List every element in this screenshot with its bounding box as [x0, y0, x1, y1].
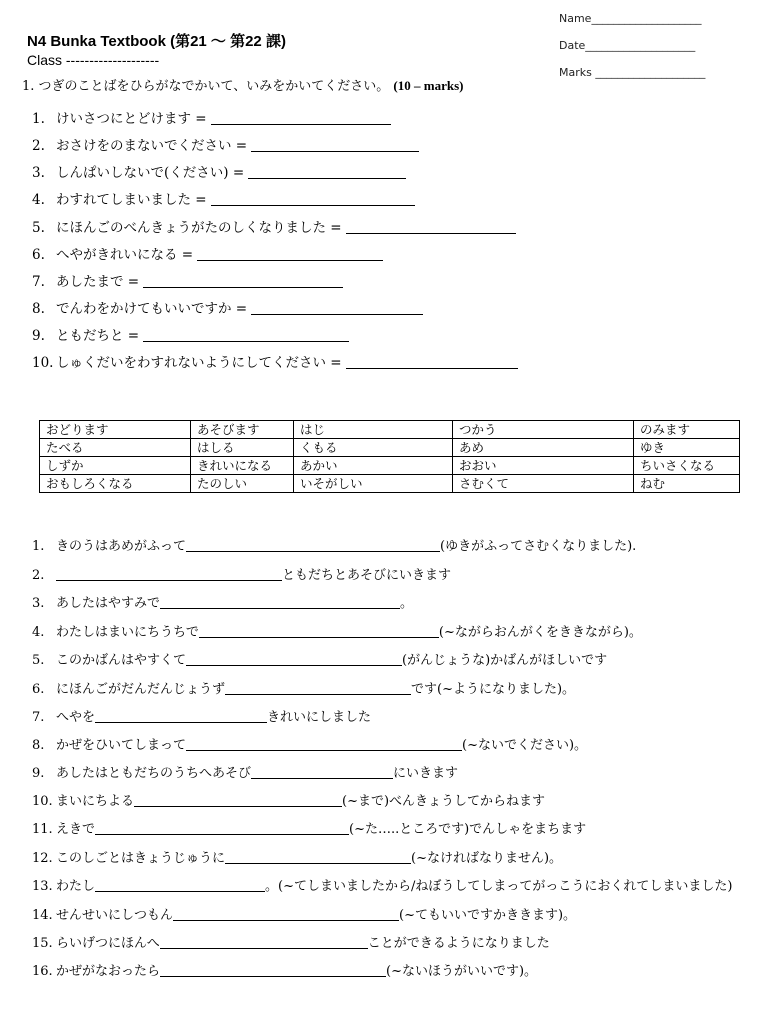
table-cell: きれいになる: [191, 457, 294, 475]
question-lead: このかばんはやすくて: [56, 653, 187, 668]
question-tail: にいきます: [393, 766, 459, 781]
s1-question-9: [32, 324, 349, 344]
question-lead: えきで: [56, 822, 96, 837]
question-text: にほんごのべんきょうがたのしくなりました =: [56, 220, 342, 236]
s2-question-16: [32, 960, 537, 979]
question-lead: このしごとはきょうじゅうに: [56, 851, 226, 866]
question-number: 8.: [32, 738, 45, 753]
answer-blank[interactable]: [199, 636, 439, 638]
s2-question-10: [32, 790, 545, 809]
question-number: 7.: [32, 274, 45, 290]
question-tail: (~なければなりません)。: [411, 851, 563, 866]
question-text: わすれてしまいました =: [56, 192, 207, 208]
answer-blank[interactable]: [95, 721, 267, 723]
question-tail: (がんじょうな)かばんがほしいです: [402, 653, 608, 668]
section1-instruction: [22, 75, 463, 94]
answer-blank[interactable]: [211, 204, 415, 206]
table-cell: ちいさくなる: [634, 457, 740, 475]
question-tail: (~ないでください)。: [462, 738, 588, 753]
question-lead: せんせいにしつもん: [56, 908, 174, 923]
s2-question-15: [32, 932, 550, 951]
question-text: しんぱいしないで(ください) =: [56, 165, 245, 181]
s2-question-2: [32, 564, 451, 583]
s1-question-6: [32, 243, 383, 263]
answer-blank[interactable]: [186, 749, 462, 751]
question-number: 16.: [32, 964, 53, 979]
question-lead: かぜをひいてしまって: [56, 738, 187, 753]
s2-question-3: [32, 592, 413, 611]
table-row: [40, 457, 740, 475]
table-cell: さむくて: [453, 475, 634, 493]
question-number: 11.: [32, 822, 53, 837]
question-number: 4.: [32, 625, 45, 640]
question-lead: まいにちよる: [56, 794, 135, 809]
question-tail: (~まで)べんきょうしてからねます: [342, 794, 546, 809]
answer-blank[interactable]: [225, 693, 411, 695]
question-lead: にほんごがだんだんじょうず: [56, 682, 226, 697]
question-number: 5.: [32, 220, 45, 236]
table-cell: いそがしい: [294, 475, 453, 493]
question-tail: (~た…..ところです)でんしゃをまちます: [349, 822, 587, 837]
class-label: Class --------------------: [27, 52, 160, 68]
s1-question-2: [32, 134, 419, 154]
question-number: 3.: [32, 165, 45, 181]
table-cell: つかう: [453, 421, 634, 439]
worksheet-title: N4 Bunka Textbook (第21 〜 第22 課): [27, 33, 286, 50]
name-field[interactable]: Name____________________: [559, 12, 702, 25]
question-text: ともだちと =: [56, 328, 140, 344]
table-cell: くもる: [294, 439, 453, 457]
question-number: 9.: [32, 328, 45, 344]
question-tail: 。(~てしまいましたから/ねぼうしてしまってがっこうにおくれてしまいました): [265, 879, 733, 894]
question-text: へやがきれいになる =: [56, 247, 194, 263]
word-bank-table: [39, 420, 740, 493]
s2-question-12: [32, 847, 562, 866]
question-number: 2.: [32, 568, 45, 583]
answer-blank[interactable]: [346, 367, 518, 369]
question-number: 14.: [32, 908, 53, 923]
question-tail: きれいにしました: [267, 710, 372, 725]
question-number: 12.: [32, 851, 53, 866]
table-cell: おどります: [40, 421, 191, 439]
s1-question-3: [32, 161, 406, 181]
answer-blank[interactable]: [160, 975, 386, 977]
answer-blank[interactable]: [225, 862, 411, 864]
question-lead: わたしはまいにちうちで: [56, 625, 199, 640]
s1-question-1: [32, 107, 391, 127]
s1-question-4: [32, 188, 415, 208]
answer-blank[interactable]: [143, 286, 343, 288]
answer-blank[interactable]: [251, 150, 419, 152]
table-cell: ゆき: [634, 439, 740, 457]
table-row: [40, 439, 740, 457]
date-field[interactable]: Date____________________: [559, 39, 696, 52]
answer-blank[interactable]: [134, 805, 342, 807]
question-number: 8.: [32, 301, 45, 317]
answer-blank[interactable]: [56, 579, 282, 581]
question-lead: へやを: [56, 710, 96, 725]
question-number: 3.: [32, 596, 45, 611]
question-tail: (~ながらおんがくをききながら)。: [438, 625, 642, 640]
question-text: おさけをのまないでください =: [56, 138, 248, 154]
table-cell: あめ: [453, 439, 634, 457]
s1-question-5: [32, 216, 516, 236]
instruction-text: 1. つぎのことばをひらがなでかいて、いみをかいてください。: [22, 79, 390, 94]
s1-question-7: [32, 270, 343, 290]
s2-question-7: [32, 706, 371, 725]
table-cell: はじ: [294, 421, 453, 439]
table-cell: ねむ: [634, 475, 740, 493]
question-number: 5.: [32, 653, 45, 668]
question-number: 4.: [32, 192, 45, 208]
question-tail: (ゆきがふってさむくなりました).: [440, 539, 637, 554]
table-cell: あそびます: [191, 421, 294, 439]
question-text: しゅくだいをわすれないようにしてください =: [56, 355, 342, 371]
s2-question-13: [32, 875, 732, 894]
question-lead: きのうはあめがふって: [56, 539, 187, 554]
table-cell: しずか: [40, 457, 191, 475]
question-text: けいさつにとどけます =: [56, 111, 207, 127]
question-lead: らいげつにほんへ: [56, 936, 160, 951]
s1-question-8: [32, 297, 423, 317]
s2-question-4: [32, 621, 642, 640]
table-cell: たのしい: [191, 475, 294, 493]
question-text: でんわをかけてもいいですか =: [56, 301, 248, 317]
answer-blank[interactable]: [143, 340, 349, 342]
answer-blank[interactable]: [160, 607, 400, 609]
question-number: 9.: [32, 766, 45, 781]
table-cell: はしる: [191, 439, 294, 457]
table-cell: たべる: [40, 439, 191, 457]
answer-blank[interactable]: [251, 313, 423, 315]
question-lead: あしたはやすみで: [56, 596, 161, 611]
question-number: 10.: [32, 355, 54, 371]
table-cell: おもしろくなる: [40, 475, 191, 493]
question-lead: かぜがなおったら: [56, 964, 161, 979]
table-cell: あかい: [294, 457, 453, 475]
s2-question-8: [32, 734, 587, 753]
question-lead: わたし: [56, 879, 96, 894]
question-number: 2.: [32, 138, 45, 154]
s2-question-5: [32, 649, 607, 668]
question-tail: (~ないほうがいいです)。: [386, 964, 538, 979]
answer-blank[interactable]: [346, 232, 516, 234]
question-number: 1.: [32, 111, 45, 127]
s2-question-11: [32, 818, 586, 837]
answer-blank[interactable]: [211, 123, 391, 125]
answer-blank[interactable]: [173, 919, 399, 921]
table-cell: おおい: [453, 457, 634, 475]
answer-blank[interactable]: [160, 947, 368, 949]
question-lead: あしたはともだちのうちへあそび: [56, 766, 252, 781]
question-number: 10.: [32, 794, 53, 809]
answer-blank[interactable]: [251, 777, 393, 779]
question-number: 6.: [32, 247, 45, 263]
question-tail: ことができるようになりました: [367, 936, 550, 951]
question-number: 1.: [32, 539, 45, 554]
s2-question-1: [32, 535, 636, 554]
question-number: 6.: [32, 682, 45, 697]
answer-blank[interactable]: [186, 664, 402, 666]
question-tail: です(~ようになりました)。: [411, 682, 576, 697]
s2-question-14: [32, 904, 576, 923]
s1-question-10: [32, 351, 518, 371]
question-number: 15.: [32, 936, 53, 951]
marks-field[interactable]: Marks ____________________: [559, 66, 706, 79]
answer-blank[interactable]: [186, 550, 440, 552]
question-tail: ともだちとあそびにいきます: [282, 568, 452, 583]
answer-blank[interactable]: [95, 890, 265, 892]
marks-note: (10 – marks): [393, 78, 464, 93]
answer-blank[interactable]: [197, 259, 383, 261]
answer-blank[interactable]: [248, 177, 406, 179]
question-tail: 。: [400, 596, 414, 611]
table-row: [40, 421, 740, 439]
s2-question-9: [32, 762, 458, 781]
s2-question-6: [32, 678, 575, 697]
question-text: あしたまで =: [56, 274, 140, 290]
answer-blank[interactable]: [95, 833, 349, 835]
table-cell: のみます: [634, 421, 740, 439]
question-number: 7.: [32, 710, 45, 725]
table-row: [40, 475, 740, 493]
question-number: 13.: [32, 879, 53, 894]
question-tail: (~てもいいですかききます)。: [399, 908, 577, 923]
